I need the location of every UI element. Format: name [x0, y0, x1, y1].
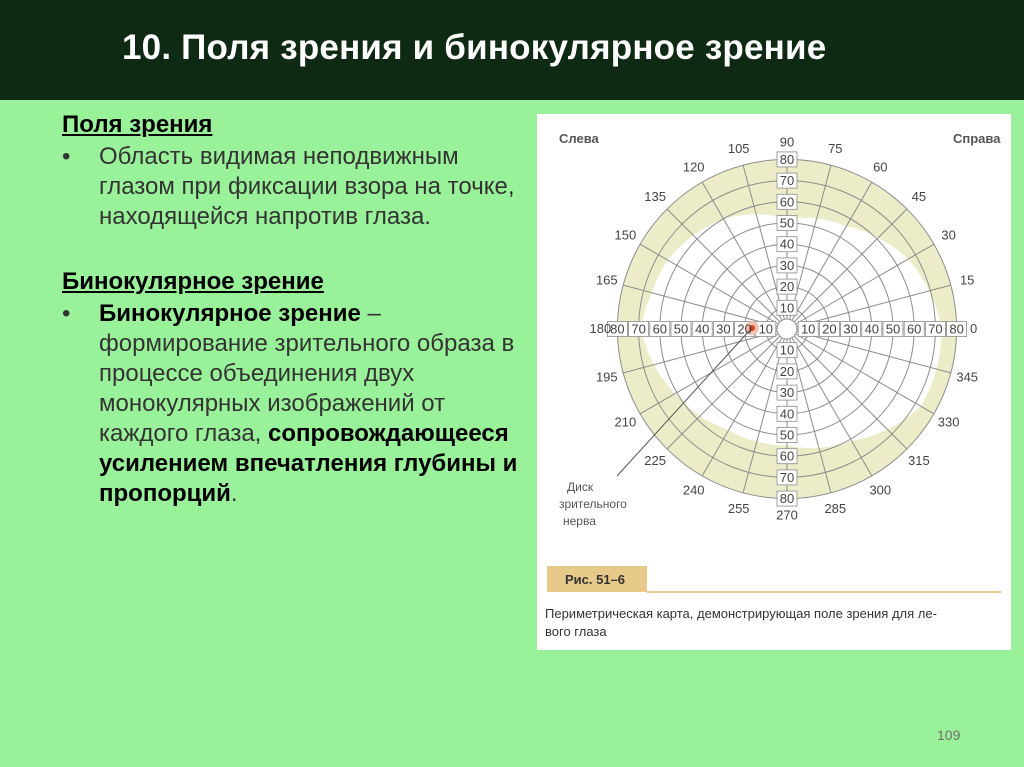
section-heading-visual-fields: Поля зрения	[62, 111, 213, 138]
angle-label-255: 255	[727, 501, 750, 517]
perimetry-figure	[537, 114, 1011, 650]
ring-label-80: 80	[779, 151, 795, 167]
angle-label-120: 120	[682, 159, 705, 175]
meridian-15	[797, 285, 951, 326]
ring-label-30: 30	[779, 257, 795, 273]
ring-label-10: 10	[800, 321, 816, 337]
angle-label-90: 90	[779, 134, 795, 150]
ring-label-80: 80	[949, 321, 964, 337]
bullet-dot: •	[62, 143, 71, 170]
ring-label-50: 50	[885, 321, 901, 337]
angle-label-45: 45	[911, 189, 927, 205]
angle-label-240: 240	[682, 482, 705, 498]
ring-label-20: 20	[779, 363, 795, 379]
text-column	[62, 110, 532, 509]
ring-label-70: 70	[928, 321, 943, 337]
angle-label-270: 270	[776, 507, 798, 523]
caption-line-1: Периметрическая карта, демонстрирующая поле зрения для ле-	[545, 606, 937, 621]
ring-label-70: 70	[779, 469, 795, 485]
angle-label-195: 195	[595, 369, 618, 385]
disk-label-3: нерва	[563, 514, 596, 528]
angle-label-105: 105	[727, 140, 750, 156]
angle-label-180: 180	[589, 321, 612, 336]
angle-label-330: 330	[937, 414, 960, 430]
slide-title: 10. Поля зрения и бинокулярное зрение	[122, 28, 827, 67]
bullet-definition: – формирование зрительного образа в процессе объединения двух монокулярных изображений от каждого глаза,	[99, 300, 515, 447]
ring-label-60: 60	[652, 321, 668, 337]
angle-label-210: 210	[614, 414, 637, 430]
meridian-345	[797, 332, 951, 373]
bullet-dot: •	[62, 300, 71, 327]
page-number: 109	[937, 727, 961, 743]
angle-label-75: 75	[828, 140, 843, 156]
ring-label-30: 30	[716, 321, 731, 337]
angle-label-300: 300	[869, 482, 892, 498]
angle-label-225: 225	[644, 452, 666, 468]
ring-label-80: 80	[779, 491, 795, 507]
ring-label-10: 10	[779, 342, 795, 358]
fixation-point	[777, 319, 797, 339]
angle-label-30: 30	[941, 227, 956, 243]
right-label: Справа	[953, 131, 1001, 146]
angle-label-345: 345	[956, 369, 979, 385]
ring-label-40: 40	[779, 236, 795, 252]
ring-label-50: 50	[779, 427, 795, 443]
ring-label-40: 40	[779, 406, 795, 422]
bullet-term: Бинокулярное зрение	[99, 300, 361, 327]
ring-label-60: 60	[906, 321, 922, 337]
angle-label-135: 135	[644, 189, 666, 205]
ring-label-50: 50	[779, 215, 795, 231]
bullet-binocular	[62, 299, 532, 509]
angle-label-60: 60	[873, 159, 888, 175]
ring-label-50: 50	[673, 321, 689, 337]
ring-label-60: 60	[779, 448, 795, 464]
angle-label-285: 285	[824, 501, 847, 517]
disk-label-2: зрительного	[559, 497, 627, 511]
ring-label-20: 20	[737, 321, 752, 337]
disk-label-1: Диск	[567, 480, 594, 494]
ring-label-70: 70	[631, 321, 646, 337]
ring-label-30: 30	[843, 321, 858, 337]
angle-label-165: 165	[595, 272, 618, 288]
ring-label-60: 60	[779, 194, 795, 210]
ring-label-40: 40	[864, 321, 880, 337]
ring-label-10: 10	[779, 300, 795, 316]
section-heading-binocular: Бинокулярное зрение	[62, 268, 324, 295]
angle-label-315: 315	[908, 452, 930, 468]
angle-label-15: 15	[959, 272, 975, 288]
left-label: Слева	[559, 131, 599, 146]
bullet-text: Область видимая неподвижным глазом при фиксации взора на точке, находящейся напротив глаза.	[99, 143, 515, 230]
ring-label-20: 20	[822, 321, 837, 337]
caption-line-2: вого глаза	[545, 624, 607, 639]
ring-label-30: 30	[779, 385, 795, 401]
ring-label-10: 10	[758, 321, 774, 337]
fig-number: Рис. 51–6	[565, 572, 626, 587]
title-bar	[0, 0, 1024, 100]
ring-label-20: 20	[779, 279, 795, 295]
ring-label-40: 40	[694, 321, 710, 337]
angle-label-0: 0	[969, 321, 978, 336]
ring-label-80: 80	[610, 321, 625, 337]
angle-label-150: 150	[614, 227, 637, 243]
bullet-visual-fields	[62, 142, 532, 232]
ring-label-70: 70	[779, 173, 795, 189]
bullet-end: .	[230, 480, 238, 507]
bullet-emphasis: сопровождающееся усилением впечатления глубины и пропорций	[99, 420, 518, 507]
